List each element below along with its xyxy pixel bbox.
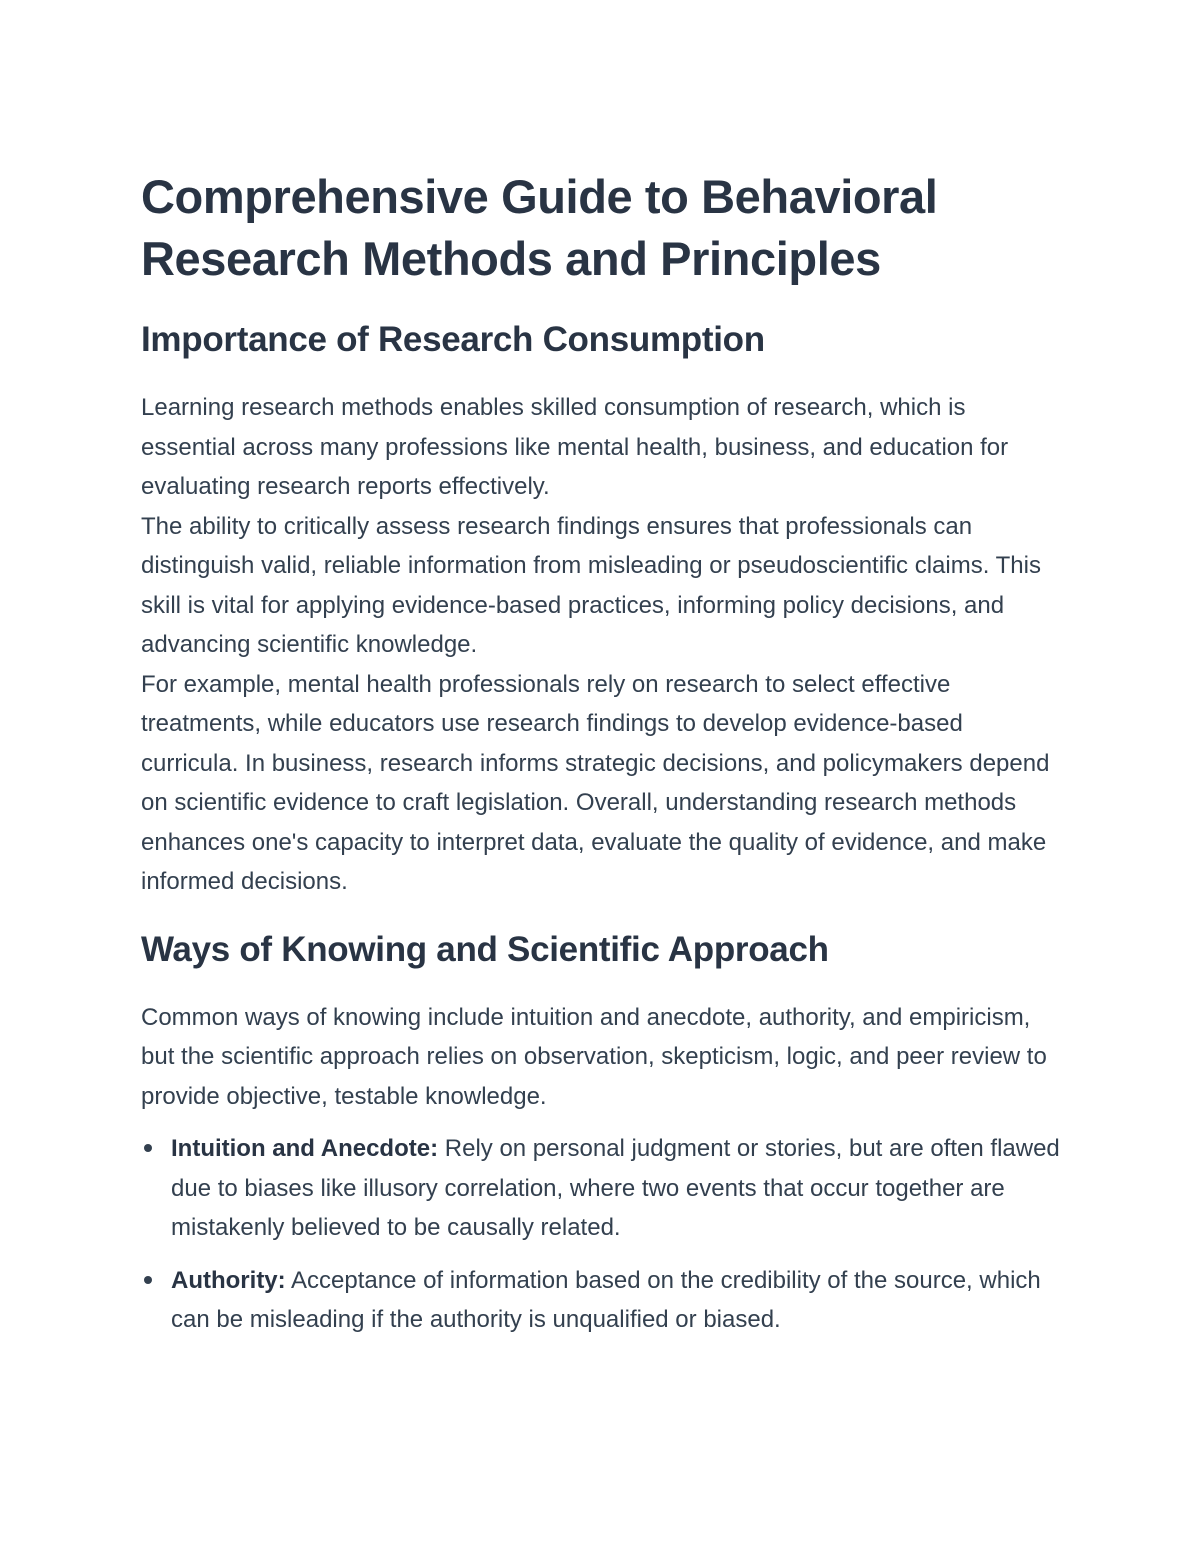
list-item-text: Rely on personal judgment or stories, but are often flawed due to biases like illusory correlation, where two events that occur together are mistakenly believed to be causally related. [171, 1135, 1060, 1241]
paragraph: Common ways of knowing include intuition and anecdote, authority, and empiricism, but the scientific approach relies on observation, skepticism, logic, and peer review to provide objective, testable knowledge. [141, 1003, 1047, 1110]
bullet-icon [144, 1276, 152, 1284]
paragraph: The ability to critically assess research findings ensures that professionals can distinguish valid, reliable information from misleading or pseudoscientific claims. This skill is vital for applying evidence-based practices, informing policy decisions, and advancing scientific knowledge. [141, 512, 1041, 658]
list-item [141, 1129, 1061, 1248]
paragraph: Learning research methods enables skilled consumption of research, which is essential across many professions like mental health, business, and education for evaluating research reports effectively. [141, 394, 1009, 500]
document-page [141, 166, 1061, 1353]
paragraph: For example, mental health professionals rely on research to select effective treatments, while educators use research findings to develop evidence-based curricula. In business, research informs strategic decisions, and policymakers depend on scientific evidence to craft legislation. Overall, understanding research methods enhances one's capacity to interpret data, evaluate the quality of evidence, and make informed decisions. [141, 670, 1050, 895]
list-item [141, 1261, 1061, 1340]
list-item-term: Authority: [171, 1266, 286, 1294]
list-item-text: Acceptance of information based on the credibility of the source, which can be misleading if the authority is unqualified or biased. [171, 1266, 1041, 1333]
bullet-list [141, 1129, 1061, 1340]
section-heading-ways-of-knowing: Ways of Knowing and Scientific Approach [141, 929, 829, 969]
document-title: Comprehensive Guide to Behavioral Research Methods and Principles [141, 170, 938, 285]
bullet-icon [144, 1144, 152, 1152]
section-heading-research-consumption: Importance of Research Consumption [141, 320, 765, 359]
list-item-term: Intuition and Anecdote: [171, 1135, 439, 1162]
